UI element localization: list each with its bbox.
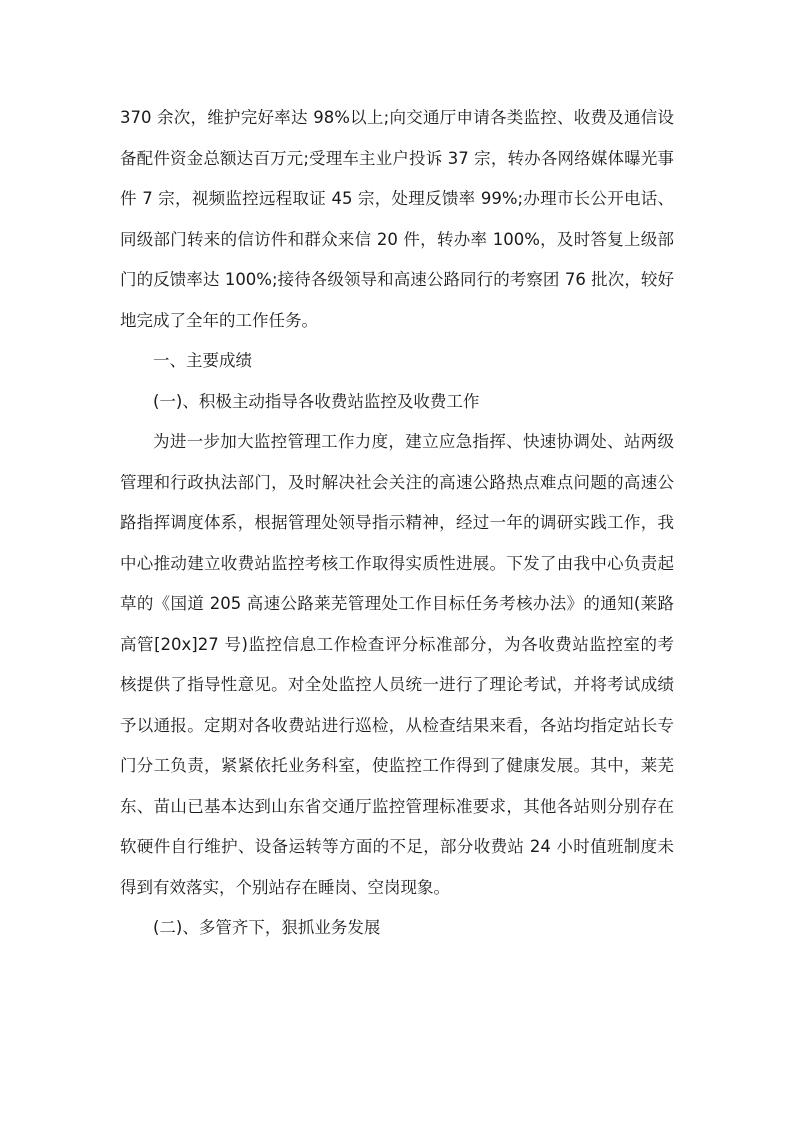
subsection-heading: (一)、积极主动指导各收费站监控及收费工作 [153,391,480,411]
document-body [120,98,674,949]
section-heading: 一、主要成绩 [153,351,252,370]
paragraph: 为进一步加大监控管理工作力度，建立应急指挥、快速协调处、站两级管理和行政执法部门，及时解决社会关注的高速公路热点难点问题的高速公路指挥调度体系，根据管理处领导指示精神，经过一年的调研实践工作，我中心推动建立收费站监控考核工作取得实质性进展。下发了由我中心负责起草的《国道 205 高速公路莱芜管理处工作目标任务考核办法》的通知(莱路高管[20x]27 号)监控信息工作检查评分标准部分，为各收费站监控室的考核提供了指导性意见。对全处监控人员统一进行了理论考试，并将考试成绩予以通报。定期对各收费站进行巡检，从检查结果来看，各站均指定站长专门分工负责，紧紧依托业务科室，使监控工作得到了健康发展。其中，莱芜东、苗山已基本达到山东省交通厅监控管理标准要求，其他各站则分别存在软硬件自行维护、设备运转等方面的不足，部分收费站 24 小时值班制度未得到有效落实，个别站存在睡岗、空岗现象。 [120,432,674,897]
subsection-heading: (二)、多管齐下，狠抓业务发展 [153,918,381,937]
paragraph: 370 余次，维护完好率达 98%以上;向交通厅申请各类监控、收费及通信设备配件资金总额达百万元;受理车主业户投诉 37 宗，转办各网络媒体曝光事件 7 宗，视频监控远程取证 45 宗，处理反馈率 99%;办理市长公开电话、同级部门转来的信访件和群众来信 20 件，转办率 100%，及时答复上级部门的反馈率达 100%;接待各级领导和高速公路同行的考察团 76 批次，较好地完成了全年的工作任务。 [120,108,674,330]
